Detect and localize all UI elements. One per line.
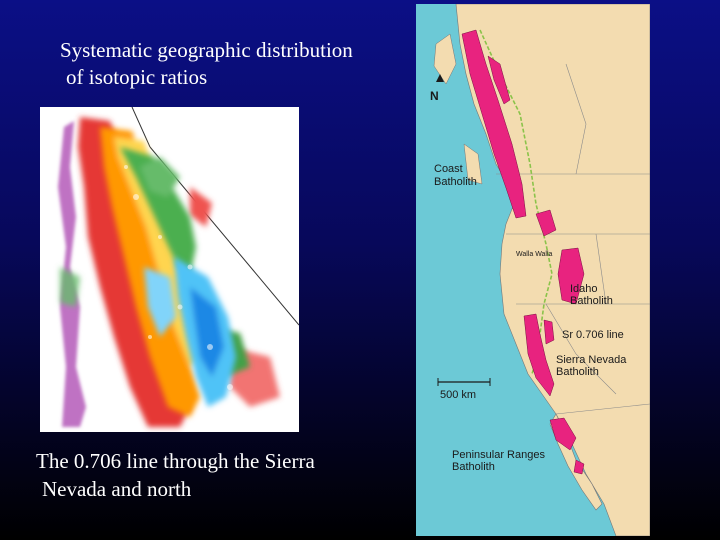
slide-caption <box>36 447 386 503</box>
batholith-map <box>416 4 650 536</box>
caption-line-2: Nevada and north <box>42 477 192 501</box>
north-label: N <box>430 89 439 103</box>
slide-title <box>60 37 405 91</box>
sierra-nevada-label-1: Sierra Nevada <box>556 354 627 366</box>
slide-title-line-2: of isotopic ratios <box>66 65 208 89</box>
isotope-contour-map <box>40 107 299 432</box>
walla-walla-label: Walla Walla <box>516 251 553 258</box>
scale-label: 500 km <box>440 389 477 401</box>
peninsular-label-2: Batholith <box>452 461 495 473</box>
isotope-contour-image <box>40 107 299 432</box>
peninsular-label-1: Peninsular Ranges <box>452 449 545 461</box>
batholith-map-image <box>416 4 650 536</box>
caption-line-1: The 0.706 line through the Sierra <box>36 449 315 473</box>
idaho-batholith-label-2: Batholith <box>570 295 613 307</box>
coast-batholith-label-1: Coast <box>434 163 463 175</box>
slide-title-line-1: Systematic geographic distribution <box>60 38 353 62</box>
sierra-nevada-label-2: Batholith <box>556 366 599 378</box>
idaho-batholith-label-1: Idaho <box>570 283 598 295</box>
coast-batholith-label-2: Batholith <box>434 176 477 188</box>
sr-line-label: Sr 0.706 line <box>562 329 624 341</box>
